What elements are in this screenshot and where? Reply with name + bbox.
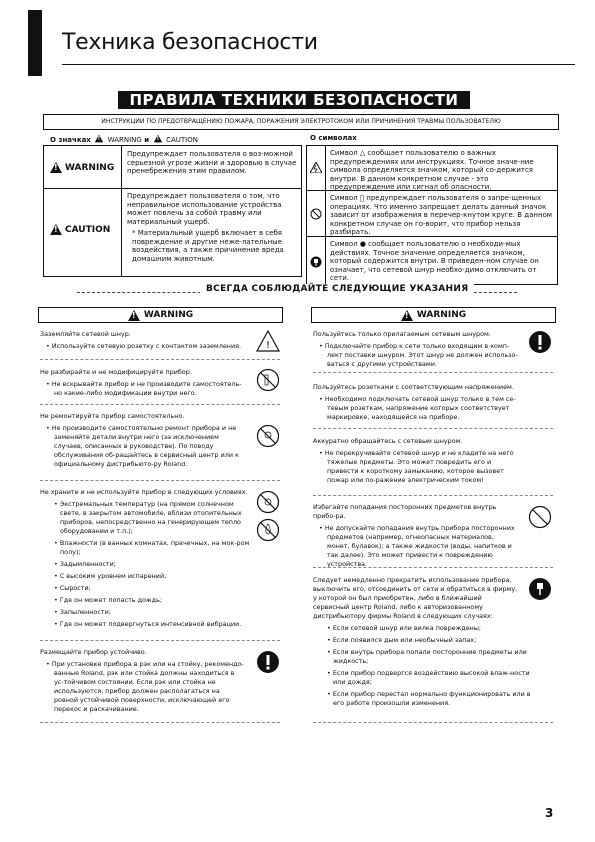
caution-description: Предупреждает пользователя о том, что неправильное использование устройства может повлечь за собой травму или материальный ущерб.: [127, 192, 282, 226]
chapter-bar: [28, 10, 42, 76]
electric-warning-icon: [310, 162, 322, 173]
left-warning-header-icon: [128, 310, 140, 321]
left-warning-header: ! WARNING: [38, 307, 283, 323]
no-water-icon: [256, 518, 280, 542]
caution-label: ! CAUTION: [50, 224, 110, 235]
right-block-stop-use: Следует немедленно прекратить использование прибора, выключить его, отсоединить от сети и обратиться в фирму, у которой он был приобретен, либо в ближайший сервисный центр Roland, либо к авторизованному дистрибьютору фирмы Roland в следующих случаях: • Если сетевой шнур или вилка повреждены; • Если появился дым или необычный запах; • Если внутрь прибора попали посторонние предметы или жидкость; • Если прибор подвергся воздействию высокой влаж-ности или дождя; • Если прибор перестал нормально функционировать или в его работе произошли изменения.: [313, 576, 531, 707]
unplug-icon: [310, 256, 322, 268]
page-number: 3: [545, 806, 554, 820]
right-warning-header-icon: [401, 310, 413, 321]
safety-subbanner: ИНСТРУКЦИИ ПО ПРЕДОТВРАЩЕНИЮ ПОЖАРА, ПОРАЖЕНИЯ ЭЛЕКТРОТОКОМ ИЛИ ПРИЧИНЕНИЯ ТРАВМЫ ПОЛЬЗОВАТЕЛЮ: [43, 114, 559, 130]
mandatory-action-icon: [256, 650, 280, 674]
caution-icon: [50, 224, 62, 235]
no-repair-icon: [256, 424, 280, 448]
icons-prefix: О значках: [50, 136, 91, 144]
symbol-prohibit-text: Символ ⃠ предупреждает пользователя о запре-щенных операциях. Что именно запрещает делать данный значок зависит от изображения в перечер-кнутом круге. В данном конкретном случае он го-ворит, что прибор нельзя разбирать.: [330, 194, 553, 237]
symbol-meaning-table: [306, 145, 558, 285]
no-objects-icon: [528, 505, 552, 529]
no-disassembly-icon: [310, 208, 322, 220]
warning-icon: [50, 162, 62, 173]
safety-banner: ПРАВИЛА ТЕХНИКИ БЕЗОПАСНОСТИ: [118, 91, 470, 109]
icons-caution-word: CAUTION: [166, 136, 198, 144]
svg-text:!: !: [265, 340, 271, 351]
right-block-foreign-objects: Избегайте попадания посторонних предметов внутрь прибо-ра. • Не допускайте попадания внутрь прибора посторонних предметов (например, огнеопасных материалов, монет, булавок); а также жидкости (воды, напитков и так далее). Это может привести к повреждению устройства.: [313, 503, 515, 568]
left-block-no-repair: Не ремонтируйте прибор самостоятельно. • Не производите самостоятельно ремонт прибора и не заменяйте детали внутри него (за исключением случаев, описанных в руководстве). По поводу обслуживания об-ращайтесь в сервисный центр или к официальному дистрибьюто-ру Roland.: [40, 412, 239, 468]
right-block-cord-care: Аккуратно обращайтесь с сетевым шнуром. • Не перекручивайте сетевой шнур и не кладите на него тяжелые предметы. Это может повредить его и привести к короткому замыканию, которое вызовет пожар или по-ражение электрическим током!: [313, 437, 514, 484]
left-block-stable: Размещайте прибор устойчиво. • При установке прибора в рэк или на стойку, рекомендо-ванные Roland, рэк или стойка должны находиться в ус-тойчивом состоянии. Если рэк или стойка не используются, прибор должен располагаться на ровной устойчивой поверхности, исключающей его перекос и раскачивание.: [40, 648, 244, 713]
no-sun-icon: [256, 490, 280, 514]
unplug-mandatory-icon: [528, 577, 552, 601]
icon-meaning-table: [43, 145, 302, 277]
left-block-ground: Заземляйте сетевой шнур. • Используйте сетевую розетку с контактом заземления.: [40, 330, 241, 350]
right-block-power-cord: Пользуйтесь только прилагаемым сетевым шнуром. • Подключайте прибор к сети только входящим в комп-лект поставки шнуром. Этот шнур не должен использо-ваться с другими устройствами.: [313, 330, 518, 368]
left-section-label: [50, 133, 198, 145]
always-heading: ВСЕГДА СОБЛЮДАЙТЕ СЛЕДУЮЩИЕ УКАЗАНИЯ: [200, 284, 474, 294]
left-block-environment: Не храните и не используйте прибор в следующих условиях. • Экстремальных температур (на прямом солнечном свете, в закрытом автомобиле, вблизи отопительных приборов, непосредственно на генерирующем тепло оборудовании и т.п.); • Влажности (в ванных комнатах, прачечных, на мок-ром полу); • Задымленности; • С высоким уровнем испарений; • Сырости; • Где он может попасть дождь; • Запыленности; • Где он может подвергнуться интенсивной вибрации.: [40, 488, 250, 628]
ground-warning-icon: [256, 330, 280, 352]
right-section-label: О символах: [310, 134, 357, 142]
warning-description: Предупреждает пользователя о воз-можной серьезной угрозе жизни и здоровью в случае пренебрежения этим правилом.: [127, 150, 297, 176]
power-cord-mandatory-icon: [528, 330, 552, 354]
warning-label: ! WARNING: [50, 162, 114, 173]
caution-triangle-icon: [153, 135, 161, 143]
warning-triangle-icon: [95, 135, 103, 143]
icons-warning-word: WARNING: [107, 136, 142, 144]
caution-note: * Материальный ущерб включает в себя повреждение и другие неже-лательные воздействия, а также причинение вреда домашним животным.: [132, 229, 284, 263]
symbol-warning-text: Символ △ сообщает пользователю о важных предупреждениях или инструкциях. Точное значе-ние символа определяется значком, который со-держится внутри. В данном конкретном случае - это предупреждение или сигнал об опасности.: [330, 149, 534, 192]
symbol-action-text: Символ ● сообщает пользователю о необходи-мых действиях. Точное значение определяется значком, который содержится внутри. В привeден-ном случае он означает, что сетевой шнур необхо-димо отключить от сети.: [330, 240, 539, 283]
icons-and-word: и: [144, 136, 150, 144]
page-title: Техника безопасности: [62, 30, 318, 55]
no-modify-icon: [256, 368, 280, 392]
right-block-voltage: Пользуйтесь розетками с соответствующим напряжением. • Необходимо подключать сетевой шнур только в тем се-тевым розеткам, напряжение которых соответствует маркировке, находящейся на приборе.: [313, 383, 516, 421]
right-warning-header: ! WARNING: [311, 307, 556, 323]
left-block-no-modify: Не разбирайте и не модифицируйте прибор. • Не вскрывайте прибор и не производите самостоятель-но какие-либо модификации внутри него.: [40, 368, 242, 397]
title-rule: [62, 64, 575, 65]
